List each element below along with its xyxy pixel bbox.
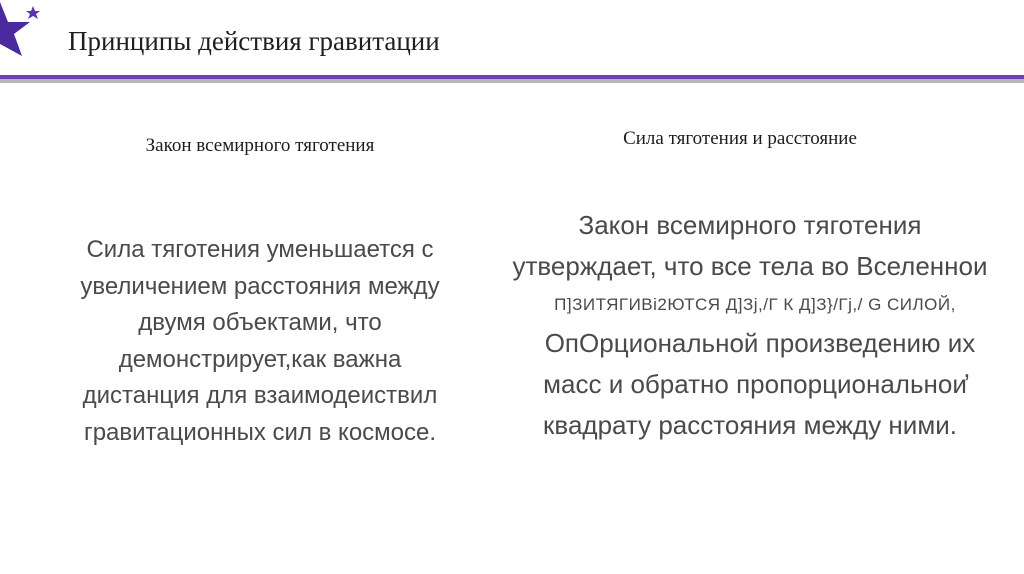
- left-column-heading: Закон всемирного тяготения: [145, 135, 375, 156]
- slide-title: Принципы действия гравитации: [68, 26, 440, 56]
- left-body-line: демонстрирует,как важна: [118, 345, 402, 373]
- right-body-line: квадрату расстояния между ними.: [543, 410, 957, 440]
- title-divider-shadow: [0, 79, 1024, 83]
- left-body-line: дистанция для взаимодеиствил: [82, 382, 438, 409]
- right-body-line: масс и обратно пропорциональнои̓: [543, 369, 967, 399]
- right-body-line: утверждает, что все тела во Вселеннои: [512, 251, 988, 281]
- left-body-line: увеличением расстояния между: [80, 272, 440, 300]
- left-column-body: [45, 232, 475, 451]
- purple-star-icon: [0, 0, 44, 72]
- left-body-line: гравитационных сил в космосе.: [83, 418, 437, 446]
- right-column-heading: Сила тяготения и расстояние: [623, 128, 857, 149]
- large-star-shape: [0, 2, 30, 56]
- left-body-line: Сила тяготения уменьшается с: [86, 236, 434, 263]
- right-body-line: П]ЗИТЯГИВi2ЮТСЯ Д]Зj,/Г К Д]З}/Гj,/ G СИЛОЙ,: [554, 295, 956, 314]
- right-body-line: Закон всемирного тяготения: [578, 210, 922, 240]
- right-column-body: [470, 205, 1024, 446]
- small-star-shape: [26, 6, 40, 19]
- right-body-line: ОпОрциональной произведению их: [544, 328, 976, 358]
- left-body-line: двумя объектами, что: [138, 309, 382, 336]
